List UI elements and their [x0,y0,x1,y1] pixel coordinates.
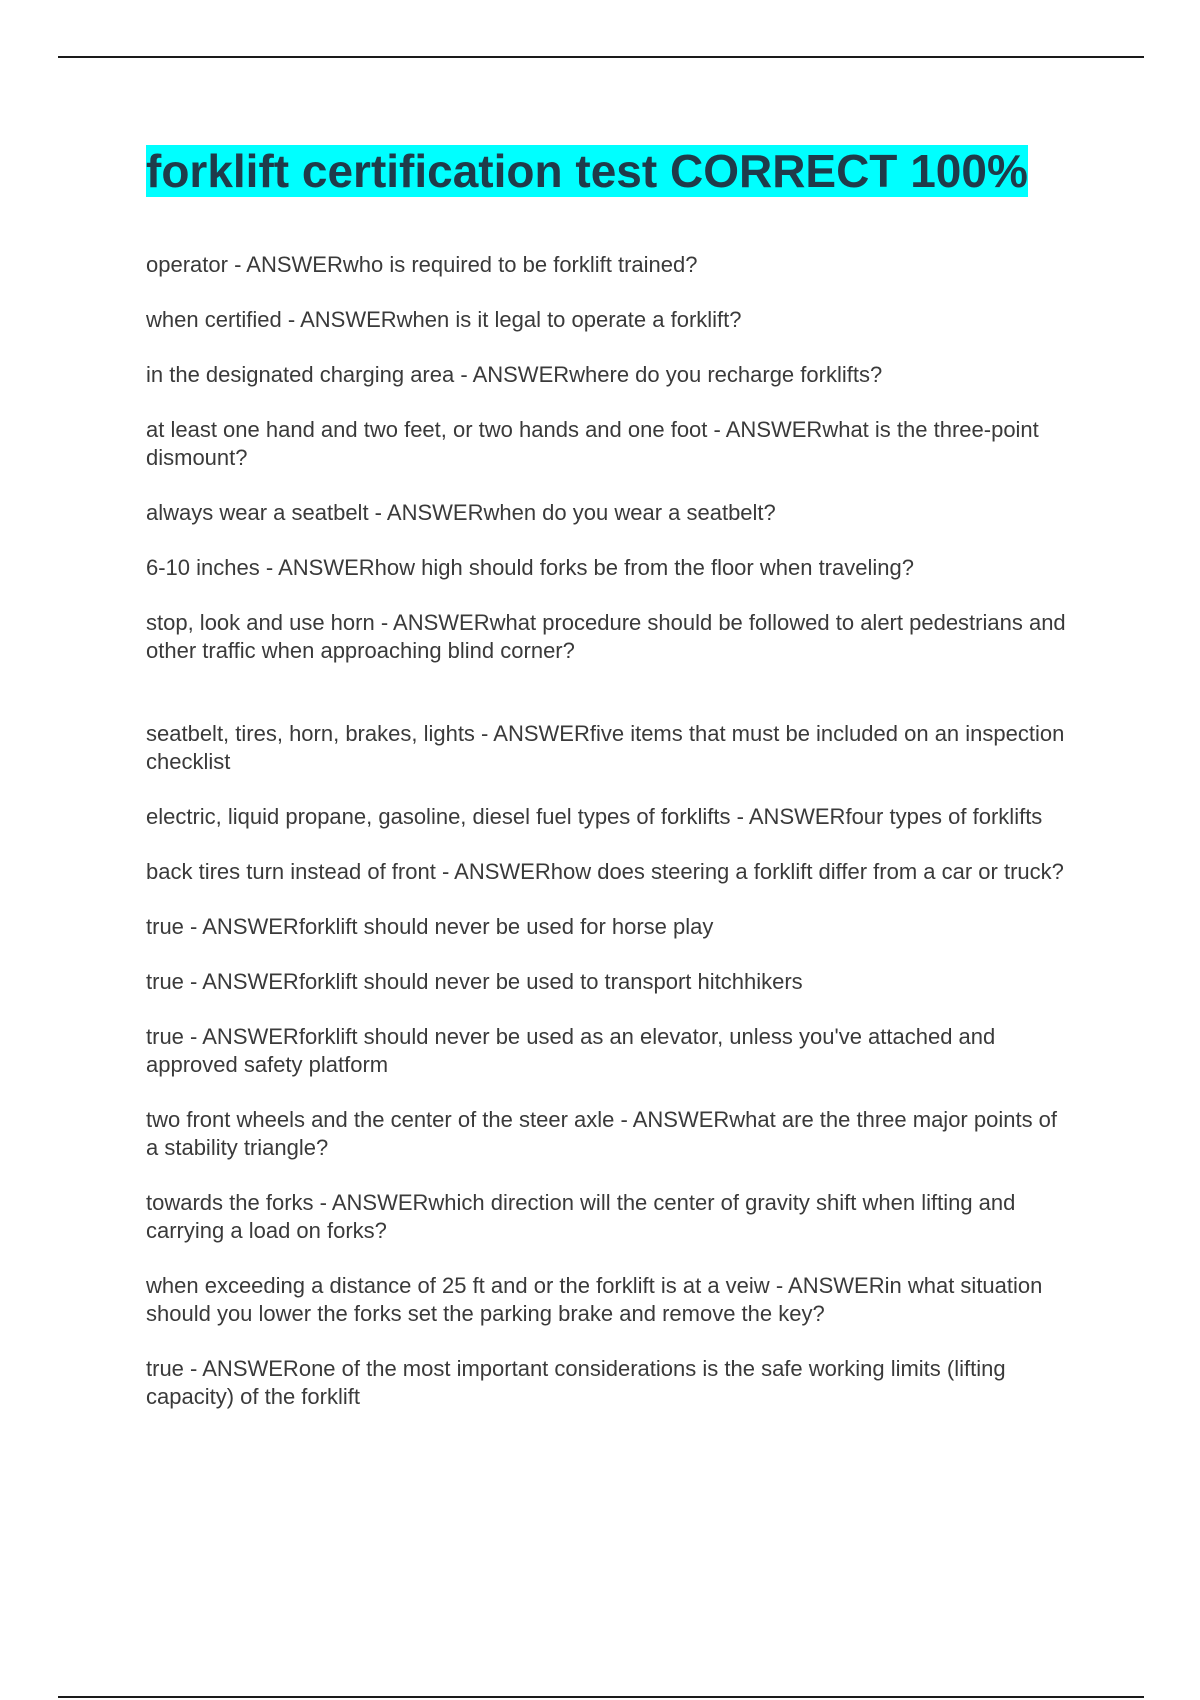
answer-separator: - ANSWER [259,555,375,580]
question-text: when do you wear a seatbelt? [483,500,776,525]
question-text: when is it legal to operate a forklift? [396,307,742,332]
qa-item [146,251,1066,279]
answer-separator: - ANSWER [183,1024,299,1049]
qa-item [146,306,1066,334]
answer-text: true [146,914,184,939]
answer-text: operator [146,252,228,277]
qa-item [146,609,1066,665]
answer-separator: - ANSWER [227,252,343,277]
answer-separator: - ANSWER [183,914,299,939]
question-text: one of the most important considerations is the safe working limits (lifting capacity) of the forklift [146,1356,1006,1409]
qa-item [146,720,1066,776]
answer-text: always wear a seatbelt [146,500,369,525]
question-text: what are the three major points of a stability triangle? [146,1107,1058,1160]
question-text: forklift should never be used as an elevator, unless you've attached and approved safety platform [146,1024,996,1077]
answer-text: when exceeding a distance of 25 ft and or the forklift is at a veiw [146,1273,770,1298]
question-text: how does steering a forklift differ from a car or truck? [550,859,1064,884]
question-text: which direction will the center of gravity shift when lifting and carrying a load on forks? [146,1190,1016,1243]
answer-text: stop, look and use horn [146,610,375,635]
qa-item [146,361,1066,389]
page-title-text: forklift certification test CORRECT 100% [146,145,1028,197]
answer-separator: - ANSWER [183,1356,299,1381]
answer-text: seatbelt, tires, horn, brakes, lights [146,721,475,746]
answer-text: true [146,1356,184,1381]
qa-item [146,416,1066,472]
question-text: how high should forks be from the floor when traveling? [374,555,914,580]
question-text: forklift should never be used to transport hitchhikers [298,969,803,994]
question-text: where do you recharge forklifts? [569,362,883,387]
qa-item [146,499,1066,527]
qa-item [146,1272,1066,1328]
answer-separator: - ANSWER [474,721,590,746]
qa-item [146,913,1066,941]
answer-separator: - ANSWER [435,859,551,884]
answer-separator: - ANSWER [454,362,570,387]
answer-text: at least one hand and two feet, or two hands and one foot [146,417,708,442]
answer-text: when certified [146,307,282,332]
qa-item [146,858,1066,886]
answer-text: two front wheels and the center of the steer axle [146,1107,615,1132]
bottom-rule [58,1696,1144,1698]
qa-item [146,1189,1066,1245]
question-text: in what situation should you lower the forks set the parking brake and remove the key? [146,1273,1043,1326]
page-title [146,143,1046,200]
qa-item [146,1355,1066,1411]
answer-text: true [146,969,184,994]
qa-list [146,251,1066,1411]
answer-separator: - ANSWER [614,1107,730,1132]
answer-separator: - ANSWER [313,1190,429,1215]
answer-text: true [146,1024,184,1049]
qa-item [146,554,1066,582]
answer-separator: - ANSWER [183,969,299,994]
answer-text: electric, liquid propane, gasoline, diesel fuel types of forklifts [146,804,731,829]
top-rule [58,56,1144,58]
answer-text: towards the forks [146,1190,314,1215]
question-text: what is the three-point dismount? [146,417,1039,470]
question-text: who is required to be forklift trained? [342,252,698,277]
answer-text: back tires turn instead of front [146,859,436,884]
document-body [146,143,1066,1438]
qa-item [146,968,1066,996]
qa-item [146,1106,1066,1162]
answer-separator: - ANSWER [707,417,823,442]
answer-separator: - ANSWER [374,610,490,635]
answer-separator: - ANSWER [769,1273,885,1298]
answer-text: 6-10 inches [146,555,260,580]
answer-separator: - ANSWER [368,500,484,525]
question-text: forklift should never be used for horse play [298,914,714,939]
qa-item [146,803,1066,831]
question-text: five items that must be included on an inspection checklist [146,721,1065,774]
question-text: four types of forklifts [845,804,1043,829]
answer-text: in the designated charging area [146,362,455,387]
question-text: what procedure should be followed to alert pedestrians and other traffic when approaching blind corner? [146,610,1066,663]
answer-separator: - ANSWER [730,804,846,829]
qa-item [146,1023,1066,1079]
answer-separator: - ANSWER [281,307,397,332]
